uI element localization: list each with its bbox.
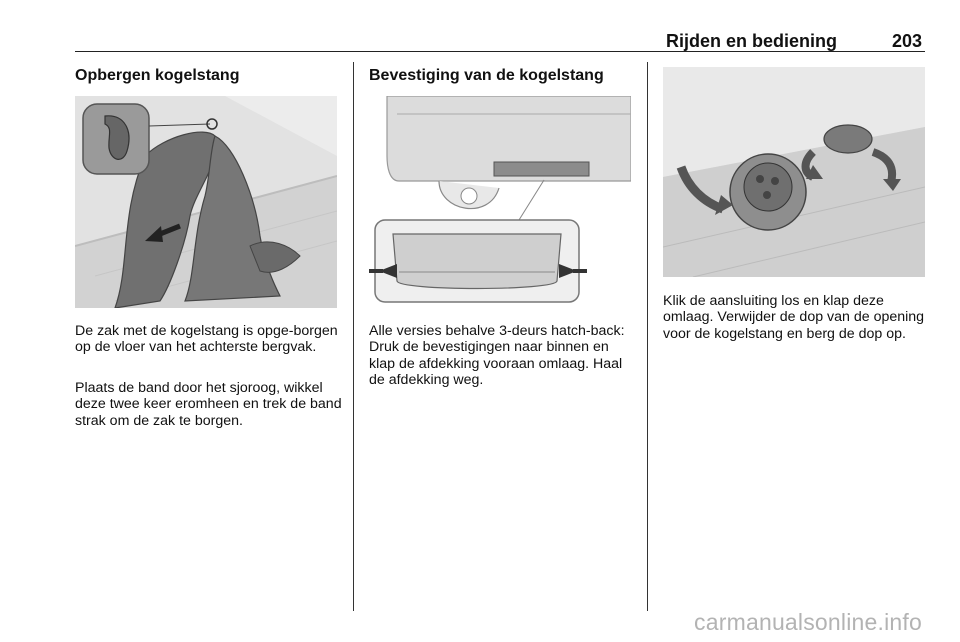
- paragraph-storage-2: Plaats de band door het sjoroog, wikkel deze twee keer eromheen en trek de band strak om de zak te borgen.: [75, 380, 342, 429]
- column-divider-2: [647, 62, 648, 611]
- paragraph-mounting: Alle versies behalve 3-deurs hatch-back: Druk de bevestigingen naar binnen en klap de afdekking vooraan omlaag. Haal de afdekking weg.: [369, 323, 625, 388]
- header-rule: [75, 51, 925, 52]
- section-heading-storage: Opbergen kogelstang: [75, 67, 240, 84]
- page-number: 203: [891, 31, 922, 51]
- watermark: carmanualsonline.info: [694, 609, 922, 635]
- illustration-bumper-cover: [369, 96, 631, 308]
- section-heading-mounting: Bevestiging van de kogelstang: [369, 67, 604, 84]
- column-divider-1: [353, 62, 354, 611]
- running-header-title: Rijden en bediening: [665, 31, 837, 51]
- illustration-socket-cap: [663, 67, 925, 277]
- paragraph-socket: Klik de aansluiting los en klap deze omlaag. Verwijder de dop van de opening voor de kogelstang en berg de dop op.: [663, 293, 925, 342]
- paragraph-storage-1: De zak met de kogelstang is opge-borgen op de vloer van het achterste bergvak.: [75, 323, 338, 356]
- illustration-towbar-bag: [75, 96, 337, 308]
